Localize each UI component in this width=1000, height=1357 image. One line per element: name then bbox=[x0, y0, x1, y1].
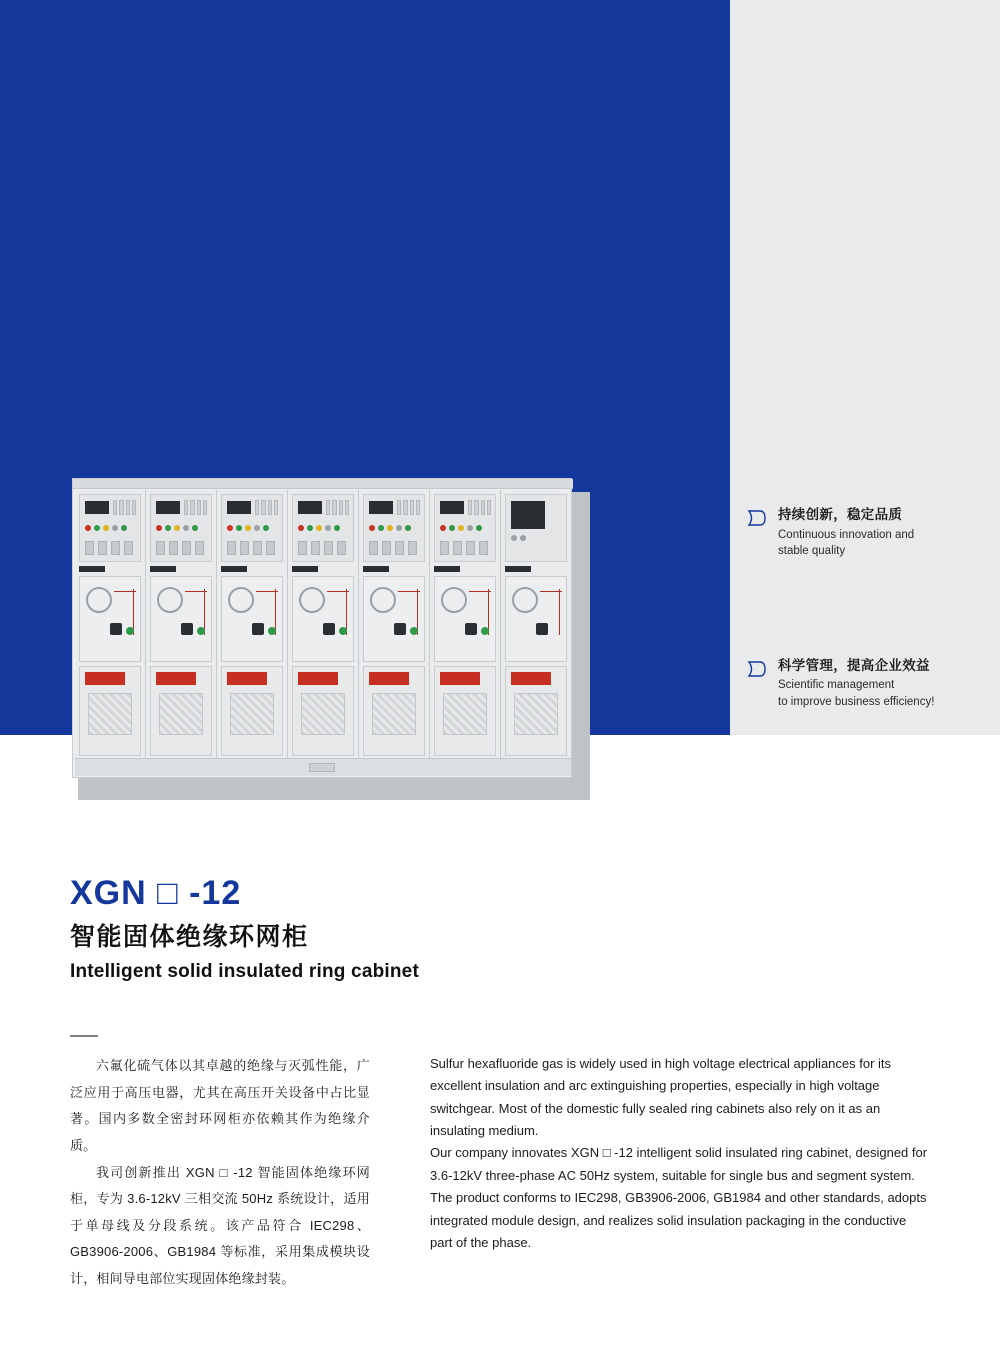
cable-compartment bbox=[434, 666, 496, 756]
meter-display-icon bbox=[227, 501, 251, 514]
cabinet-unit bbox=[288, 490, 359, 760]
mimic-diagram-panel bbox=[292, 576, 354, 662]
branch-line bbox=[327, 591, 349, 592]
control-panel bbox=[505, 494, 567, 562]
indicator-block bbox=[113, 500, 136, 515]
knob-row bbox=[298, 537, 348, 555]
feature-desc-en-line2: to improve business efficiency! bbox=[778, 696, 935, 709]
earth-indicator-icon bbox=[481, 627, 489, 635]
busbar-line bbox=[559, 589, 560, 635]
switch-block-icon bbox=[252, 623, 264, 635]
switch-block-icon bbox=[181, 623, 193, 635]
meter-display-icon bbox=[298, 501, 322, 514]
feature-list bbox=[746, 505, 996, 807]
feature-text bbox=[778, 505, 996, 560]
control-panel bbox=[221, 494, 283, 562]
switch-block-icon bbox=[465, 623, 477, 635]
feature-item-innovation bbox=[746, 505, 996, 560]
status-lamp-row bbox=[156, 523, 206, 533]
earth-indicator-icon bbox=[339, 627, 347, 635]
earth-indicator-icon bbox=[197, 627, 205, 635]
switch-block-icon bbox=[323, 623, 335, 635]
cabinet-unit bbox=[75, 490, 146, 760]
ventilation-grille bbox=[514, 693, 558, 735]
cabinet-unit-end bbox=[501, 490, 571, 760]
unit-nameplate bbox=[150, 566, 176, 572]
product-title-block bbox=[70, 875, 930, 984]
unit-nameplate bbox=[292, 566, 318, 572]
control-panel bbox=[363, 494, 425, 562]
unit-nameplate bbox=[434, 566, 460, 572]
feature-title-cn: 持续创新，稳定品质 bbox=[778, 507, 903, 522]
meter-display-icon bbox=[440, 501, 464, 514]
branch-line bbox=[398, 591, 420, 592]
warning-label bbox=[85, 672, 125, 685]
feature-item-management bbox=[746, 656, 996, 711]
control-panel bbox=[150, 494, 212, 562]
indicator-block bbox=[468, 500, 491, 515]
warning-label bbox=[227, 672, 267, 685]
indicator-block bbox=[326, 500, 349, 515]
rotary-operating-port bbox=[441, 587, 467, 613]
cabinet-unit bbox=[217, 490, 288, 760]
cable-compartment bbox=[221, 666, 283, 756]
page-title: XGN □ -12 bbox=[70, 874, 242, 912]
unit-nameplate bbox=[79, 566, 105, 572]
unit-nameplate bbox=[221, 566, 247, 572]
knob-row bbox=[369, 537, 419, 555]
warning-label bbox=[511, 672, 551, 685]
feature-desc-en-line2: stable quality bbox=[778, 545, 846, 558]
warning-label bbox=[440, 672, 480, 685]
cabinet-unit bbox=[359, 490, 430, 760]
branch-line bbox=[469, 591, 491, 592]
branch-line bbox=[540, 591, 562, 592]
unit-nameplate bbox=[505, 566, 531, 572]
unit-nameplate bbox=[363, 566, 389, 572]
mimic-diagram-panel bbox=[505, 576, 567, 662]
rotary-operating-port bbox=[370, 587, 396, 613]
switchgear-cabinet-row bbox=[72, 478, 572, 778]
meter-display-icon bbox=[369, 501, 393, 514]
cabinet-columns bbox=[75, 490, 571, 760]
product-image bbox=[72, 478, 590, 800]
mimic-diagram-panel bbox=[150, 576, 212, 662]
mimic-diagram-panel bbox=[434, 576, 496, 662]
knob-row bbox=[85, 537, 135, 555]
description-columns bbox=[70, 1053, 932, 1293]
branch-line bbox=[185, 591, 207, 592]
product-name-cn: 智能固体绝缘环网柜 bbox=[70, 923, 309, 952]
earth-indicator-icon bbox=[410, 627, 418, 635]
switch-block-icon bbox=[536, 623, 548, 635]
cabinet-top-rail bbox=[73, 479, 573, 489]
description-cn-paragraph-2: 我司创新推出 XGN □ -12 智能固体绝缘环网柜，专为 3.6-12kV 三相交流 50Hz 系统设计，适用于单母线及分段系统。该产品符合 IEC298、GB3906-2006、GB1984 等标准，采用集成模块设计，相间导电部位实现固体绝缘封装。 bbox=[70, 1164, 370, 1287]
ventilation-grille bbox=[88, 693, 132, 735]
earth-indicator-icon bbox=[268, 627, 276, 635]
control-panel bbox=[79, 494, 141, 562]
description-en-paragraph-1: Sulfur hexafluoride gas is widely used in high voltage electrical appliances for its excellent insulation and arc extinguishing properties, especially in high voltage switchgear. Most of the domestic fully sealed ring cabinets also rely on it as an insulating medium. bbox=[430, 1056, 892, 1139]
mimic-diagram-panel bbox=[221, 576, 283, 662]
ventilation-grille bbox=[159, 693, 203, 735]
divider bbox=[70, 1035, 98, 1037]
cable-compartment bbox=[363, 666, 425, 756]
warning-label bbox=[298, 672, 338, 685]
meter-display-icon bbox=[85, 501, 109, 514]
rotary-operating-port bbox=[157, 587, 183, 613]
shield-outline-icon bbox=[746, 507, 768, 529]
warning-label bbox=[369, 672, 409, 685]
status-lamp-row bbox=[369, 523, 419, 533]
feature-desc-en-line1: Continuous innovation and bbox=[778, 528, 915, 541]
status-lamp-row bbox=[440, 523, 490, 533]
ventilation-grille bbox=[230, 693, 274, 735]
feature-desc-en-line1: Scientific management bbox=[778, 679, 895, 692]
ventilation-grille bbox=[301, 693, 345, 735]
warning-label bbox=[156, 672, 196, 685]
indicator-block bbox=[255, 500, 278, 515]
cable-compartment bbox=[505, 666, 567, 756]
mimic-diagram-panel bbox=[363, 576, 425, 662]
switch-block-icon bbox=[110, 623, 122, 635]
description-cn bbox=[70, 1053, 370, 1293]
status-lamp-row bbox=[511, 533, 561, 543]
rotary-operating-port bbox=[228, 587, 254, 613]
description-en-paragraph-2: Our company innovates XGN □ -12 intelligent solid insulated ring cabinet, designed for 3.6-12kV three-phase AC 50Hz system, suitable for single bus and segment system. The product conforms to IEC298, GB3906-2006, GB1984 and other standards, adopts integrated module design, and realizes solid insulation packaging in the conductive part of the phase. bbox=[430, 1145, 928, 1250]
description-cn-paragraph-1: 六氟化硫气体以其卓越的绝缘与灭弧性能，广泛应用于高压电器，尤其在高压开关设备中占比显著。国内多数全密封环网柜亦依赖其作为绝缘介质。 bbox=[70, 1058, 370, 1153]
cable-compartment bbox=[79, 666, 141, 756]
switch-block-icon bbox=[394, 623, 406, 635]
earth-indicator-icon bbox=[126, 627, 134, 635]
feature-text bbox=[778, 656, 996, 711]
indicator-block bbox=[184, 500, 207, 515]
description-en bbox=[430, 1053, 930, 1293]
control-panel bbox=[434, 494, 496, 562]
control-panel bbox=[292, 494, 354, 562]
status-lamp-row bbox=[298, 523, 348, 533]
status-lamp-row bbox=[85, 523, 135, 533]
product-name-en: Intelligent solid insulated ring cabinet bbox=[70, 961, 419, 983]
cable-compartment bbox=[150, 666, 212, 756]
indicator-block bbox=[397, 500, 420, 515]
cabinet-unit bbox=[146, 490, 217, 760]
meter-display-icon bbox=[156, 501, 180, 514]
branch-line bbox=[256, 591, 278, 592]
meter-display-icon bbox=[511, 501, 545, 529]
cabinet-unit bbox=[430, 490, 501, 760]
rotary-operating-port bbox=[299, 587, 325, 613]
knob-row bbox=[227, 537, 277, 555]
rotary-operating-port bbox=[512, 587, 538, 613]
cable-compartment bbox=[292, 666, 354, 756]
ventilation-grille bbox=[443, 693, 487, 735]
knob-row bbox=[156, 537, 206, 555]
mimic-diagram-panel bbox=[79, 576, 141, 662]
shield-outline-icon bbox=[746, 658, 768, 680]
status-lamp-row bbox=[227, 523, 277, 533]
feature-title-cn: 科学管理，提高企业效益 bbox=[778, 657, 930, 673]
ventilation-grille bbox=[372, 693, 416, 735]
base-handle bbox=[309, 763, 335, 772]
rotary-operating-port bbox=[86, 587, 112, 613]
branch-line bbox=[114, 591, 136, 592]
knob-row bbox=[440, 537, 490, 555]
